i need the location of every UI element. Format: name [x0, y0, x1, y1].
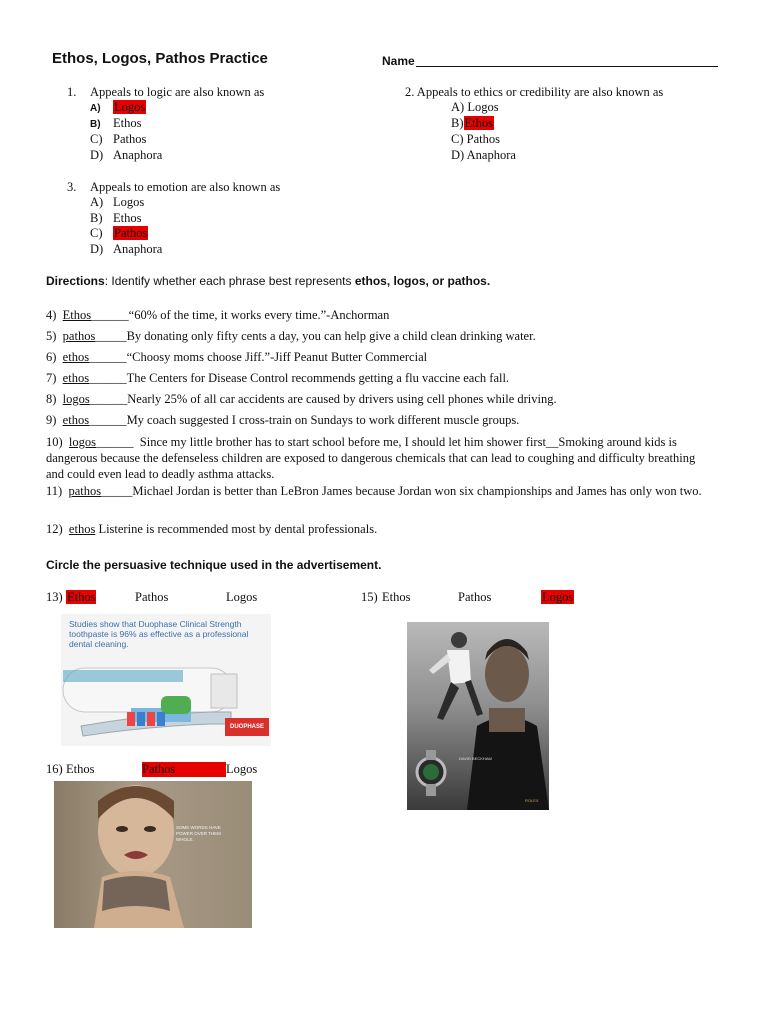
- q2-option-a[interactable]: A) Logos: [451, 100, 499, 114]
- name-label: Name: [382, 54, 415, 68]
- question-2-text: 2. Appeals to ethics or credibility are also known as: [405, 85, 664, 99]
- toothpaste-ad-headline: Studies show that Duophase Clinical Strength toothpaste is 96% as effective as a professional dental cleaning.: [69, 619, 249, 649]
- q16-choice-ethos[interactable]: Ethos: [66, 762, 95, 776]
- q13-number: 13): [46, 590, 63, 604]
- q15-choice-ethos[interactable]: Ethos: [382, 590, 411, 604]
- q1-option-d-letter: D): [90, 148, 104, 162]
- q1-option-a[interactable]: [113, 100, 146, 115]
- item-8-answer[interactable]: logos: [62, 392, 90, 406]
- item-6: 6) ethos______“Choosy moms choose Jiff.”-Jiff Peanut Butter Commercial: [46, 350, 428, 364]
- crying-child-ad-image: [54, 781, 252, 928]
- q1-option-a-text: Logos: [114, 100, 146, 114]
- q3-option-c-text: Pathos: [114, 226, 148, 240]
- q3-option-d-letter: D): [90, 242, 104, 256]
- crying-child-illustration: [54, 781, 252, 928]
- item-5-answer[interactable]: pathos: [62, 329, 96, 343]
- question-1-text: Appeals to logic are also known as: [90, 85, 265, 99]
- question-1-number: 1.: [67, 85, 77, 99]
- q13-choice-ethos[interactable]: Ethos: [67, 590, 96, 604]
- q16-number: 16): [46, 762, 63, 776]
- rolex-ad-illustration: [407, 622, 549, 810]
- rolex-logo: ROLEX: [525, 798, 539, 803]
- q3-option-b[interactable]: Ethos: [113, 211, 142, 225]
- item-10: 10) logos______ Since my little brother has to start school before me, I should let him shower first__Smoking around kids is dangerous because the defenseless children are exposed to dangerous chemicals that can lead to coughing and difficulty breathing and could even lead to deadly asthma attacks.: [46, 435, 696, 481]
- q1-option-c[interactable]: Pathos: [113, 132, 147, 146]
- q3-option-c[interactable]: [113, 226, 148, 241]
- q16-choice-pathos[interactable]: Pathos: [142, 762, 226, 777]
- q1-option-c-letter: C): [90, 132, 103, 146]
- q3-option-a-letter: A): [90, 195, 104, 209]
- q3-option-d[interactable]: Anaphora: [113, 242, 163, 256]
- item-7-answer[interactable]: ethos: [62, 371, 90, 385]
- crying-child-ad-caption: SOME WORDS HAVE POWER OVER THEM WHOLE.: [176, 825, 221, 842]
- q13-choice-pathos[interactable]: Pathos: [135, 590, 169, 604]
- q16-choice-logos[interactable]: Logos: [226, 762, 258, 776]
- directions-emphasis: ethos, logos, or pathos.: [354, 274, 491, 288]
- duophase-logo: DUOPHASE: [225, 718, 269, 736]
- rolex-ad-caption: DAVID BECKHAM: [459, 756, 492, 761]
- q15-choice-pathos[interactable]: Pathos: [458, 590, 492, 604]
- rolex-ad-image: [407, 622, 549, 810]
- item-9-answer[interactable]: ethos: [62, 413, 90, 427]
- item-12-answer[interactable]: ethos: [68, 522, 96, 536]
- directions: [46, 274, 490, 288]
- q3-option-c-letter: C): [90, 226, 103, 240]
- q15-choice-logos[interactable]: Logos: [542, 590, 574, 604]
- item-4-answer[interactable]: Ethos: [62, 308, 92, 322]
- item-9: 9) ethos______My coach suggested I cross-train on Sundays to work different muscle groups.: [46, 413, 520, 427]
- circle-heading: Circle the persuasive technique used in the advertisement.: [46, 558, 382, 572]
- item-12: 12) ethos Listerine is recommended most by dental professionals.: [46, 522, 378, 536]
- q1-option-b[interactable]: Ethos: [113, 116, 142, 130]
- q2-option-c[interactable]: C) Pathos: [451, 132, 500, 146]
- item-8: 8) logos______Nearly 25% of all car accidents are caused by drivers using cell phones while driving.: [46, 392, 557, 406]
- toothpaste-ad-image: [61, 614, 271, 746]
- item-11-answer[interactable]: pathos: [68, 484, 102, 498]
- q15-number: 15): [361, 590, 378, 604]
- q2-option-b[interactable]: [451, 116, 494, 131]
- q2-option-d[interactable]: D) Anaphora: [451, 148, 516, 162]
- page-title: Ethos, Logos, Pathos Practice: [52, 50, 268, 67]
- item-4: 4) Ethos______“60% of the time, it works every time.”-Anchorman: [46, 308, 390, 322]
- item-7: 7) ethos______The Centers for Disease Control recommends getting a flu vaccine each fall.: [46, 371, 510, 385]
- name-field[interactable]: [416, 66, 718, 67]
- q1-option-b-letter: B): [90, 119, 101, 130]
- item-6-answer[interactable]: ethos: [62, 350, 90, 364]
- question-3-number: 3.: [67, 180, 77, 194]
- item-11: 11) pathos_____Michael Jordan is better than LeBron James because Jordan won six championships and James has only won two.: [46, 484, 702, 498]
- q13-choice-logos[interactable]: Logos: [226, 590, 258, 604]
- q3-option-a[interactable]: Logos: [113, 195, 145, 209]
- item-5: 5) pathos_____By donating only fifty cents a day, you can help give a child clean drinking water.: [46, 329, 536, 343]
- q2-option-b-letter: B): [451, 116, 464, 130]
- q1-option-a-letter: A): [90, 103, 101, 114]
- directions-label: Directions: [46, 274, 105, 288]
- q3-option-b-letter: B): [90, 211, 103, 225]
- q2-option-b-text: Ethos: [464, 116, 493, 130]
- q1-option-d[interactable]: Anaphora: [113, 148, 163, 162]
- directions-text: : Identify whether each phrase best represents: [104, 274, 355, 288]
- item-10-answer[interactable]: logos: [68, 435, 97, 449]
- question-3-text: Appeals to emotion are also known as: [90, 180, 281, 194]
